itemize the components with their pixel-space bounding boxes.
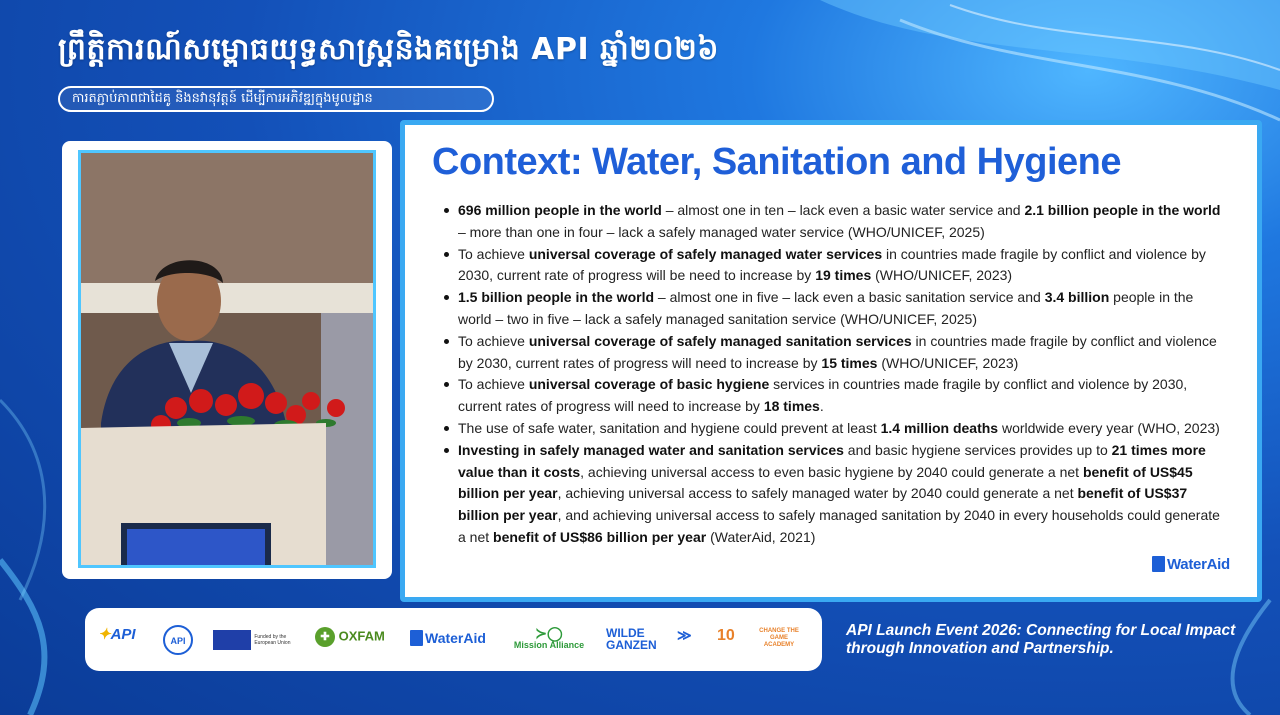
anniversary-number: 10 <box>717 627 735 644</box>
wilde-ganzen-logo <box>606 627 657 651</box>
bullet-bold-text: benefit of US$86 billion per year <box>493 528 707 545</box>
bullet-bold-text: 696 million people in the world <box>458 202 662 218</box>
slide-bullet-list <box>440 200 1230 549</box>
bullet-text: in countries made fragile by conflict and violence by 2030, current rates of progress will need to increase by <box>458 332 1217 371</box>
bullet-text: . <box>819 398 824 415</box>
eu-caption: Funded by the European Union <box>254 634 291 646</box>
ganzen-text: GANZEN <box>606 638 657 652</box>
bullet-bold-text: universal coverage of safely managed sanitation services <box>528 332 912 349</box>
wateraid-slide-logo-text: WaterAid <box>1167 556 1230 573</box>
bullet-text: people in the world – two in five – lack a safely managed sanitation service (WHO/UNICEF, 2025) <box>458 289 1194 327</box>
bullet-bold-text: 18 times <box>763 398 820 415</box>
bullet-bold-text: 3.4 billion <box>1044 289 1110 306</box>
wateraid-drop-icon <box>1152 556 1165 572</box>
event-tagline: API Launch Event 2026: Connecting for Local Impact through Innovation and Partnership. <box>846 622 1236 657</box>
bullet-bold-text: benefit of US$45 billion per year <box>458 463 1193 502</box>
eu-flag-icon <box>213 630 251 650</box>
event-title: ព្រឹត្តិការណ៍សម្ពោធយុទ្ធសាស្រ្តនិងគម្រោង API ឆ្នាំ២០២៦ <box>58 32 720 67</box>
bullet-text: services in countries made fragile by conflict and violence by 2030, current rates of progress will need to increase by <box>458 376 1188 415</box>
bullet-bold-text: Investing in safely managed water and sanitation services <box>458 441 844 458</box>
bullet-bold-text: benefit of US$37 billion per year <box>458 485 1188 524</box>
bullet-text: and basic hygiene services provides up to <box>843 441 1112 458</box>
slide-bullet <box>440 418 1230 440</box>
fish-icon: ≻◯ <box>535 625 563 641</box>
bullet-text: – almost one in ten – lack even a basic water service and <box>661 202 1025 218</box>
svg-text:API: API <box>170 636 186 646</box>
bullet-bold-text: 21 times more value than it costs <box>458 441 1206 480</box>
wateraid-partner-text: WaterAid <box>425 630 486 646</box>
api-seal-icon <box>160 624 196 656</box>
bullet-text: To achieve <box>458 245 529 262</box>
api-logo-text: API <box>110 626 136 643</box>
slide-bullet <box>440 440 1230 549</box>
wateraid-slide-logo <box>1152 556 1230 573</box>
bullet-bold-text: 15 times <box>821 354 878 371</box>
bullet-text: – almost one in five – lack even a basic sanitation service and <box>654 289 1045 306</box>
slide-bullet <box>440 244 1230 288</box>
bullet-bold-text: universal coverage of safely managed water services <box>528 245 883 262</box>
mission-alliance-logo <box>508 626 590 650</box>
bullet-bold-text: 19 times <box>815 267 872 284</box>
bullet-text: (WaterAid, 2021) <box>706 528 816 545</box>
bullet-text: (WHO/UNICEF, 2023) <box>877 354 1019 371</box>
geese-icon: ≫ <box>677 627 692 643</box>
bullet-text: , achieving universal access to safely managed water by 2040 could generate a net <box>557 485 1078 502</box>
slide-bullet <box>440 374 1230 418</box>
api-logo: ✦API <box>98 626 136 643</box>
bullet-text: – more than one in four – lack a safely managed water service (WHO/UNICEF, 2025) <box>458 223 985 240</box>
slide-bullet <box>440 200 1230 244</box>
api-seal-logo <box>160 624 196 659</box>
bullet-bold-text: universal coverage of basic hygiene <box>528 376 770 393</box>
change-the-game-logo: CHANGE THE GAME ACADEMY <box>759 628 799 648</box>
slide-title: Context: Water, Sanitation and Hygiene <box>432 141 1122 183</box>
event-subtitle: ការតភ្ជាប់ភាពជាដៃគូ និងនវានុវត្តន៍ ដើម្បីការអភិវឌ្ឍក្នុងមូលដ្ឋាន <box>58 86 494 112</box>
bullet-text: in countries made fragile by conflict and violence by 2030, current rate of progress will be need to increase by <box>458 245 1206 284</box>
speaker-video <box>78 150 376 568</box>
wilde-text: WILDE <box>606 626 645 640</box>
bullet-text: (WHO/UNICEF, 2023) <box>871 267 1013 284</box>
eu-logo <box>213 630 304 650</box>
bullet-bold-text: 1.5 billion people in the world <box>458 289 655 306</box>
bullet-text: , achieving universal access to even basic hygiene by 2040 could generate a net <box>580 463 1083 480</box>
slide-bullet <box>440 331 1230 375</box>
bullet-text: The use of safe water, sanitation and hygiene could prevent at least <box>458 419 881 436</box>
oxfam-logo <box>315 627 385 647</box>
speaker-scene <box>81 153 376 568</box>
oxfam-icon: ✚ <box>315 627 335 647</box>
anniversary-logo <box>717 627 735 645</box>
bullet-text: , and achieving universal access to safely managed sanitation by 2040 in every households could generate a net <box>458 507 1220 545</box>
wateraid-partner-logo <box>410 630 486 646</box>
mission-alliance-text: Mission Alliance <box>513 640 585 650</box>
bullet-bold-text: 2.1 billion people in the world <box>1024 202 1221 218</box>
bullet-text: worldwide every year (WHO, 2023) <box>998 419 1220 436</box>
slide-bullet <box>440 287 1230 331</box>
wateraid-partner-icon <box>410 630 423 646</box>
oxfam-logo-text: OXFAM <box>338 628 385 644</box>
bullet-text: To achieve <box>458 332 529 349</box>
bullet-bold-text: 1.4 million deaths <box>880 419 999 436</box>
bullet-text: To achieve <box>458 376 529 393</box>
